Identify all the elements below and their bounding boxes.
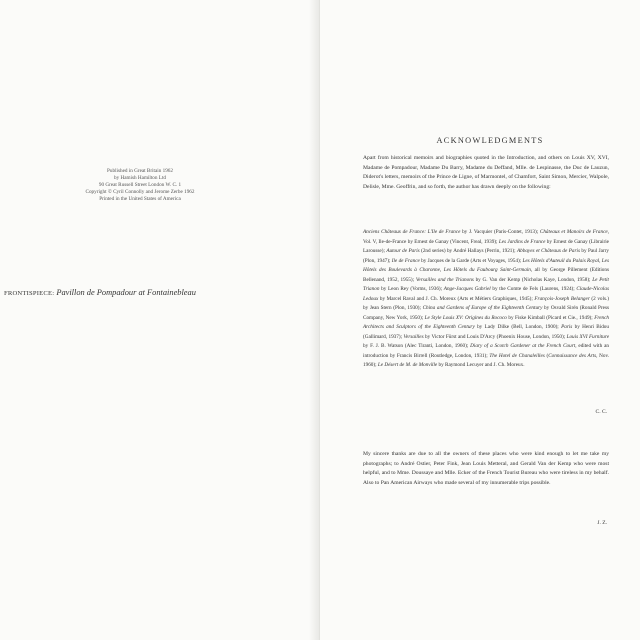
bibliography-title: Châteaux et Manoirs de France (539, 229, 608, 235)
bibliography-title: Diary of a Scotch Gardener at the French Court (470, 343, 576, 349)
bibliography-title: Claude-Nicolas Ledoux (363, 286, 609, 302)
intro-paragraph: Apart from historical memoirs and biographies quoted in the Introduction, and others on Louis XV, XVI, Madame de Pompadour, Madame Du Barry, Madame du Deffand, Mlle. de Lespinasse, the Duc de Lauzun, Diderot's letters, memoirs of the Prince de Ligne, of Marmontel, of Chamfort, Saint Simon, Mercier, Walpole, Delisle, Mme. Geoffrin, and so forth, the author has drawn deeply on the following: (363, 155, 609, 191)
bibliography-details: (2nd series) by André Hallays (Perrin, 1921); (419, 248, 517, 254)
bibliography-title: French Architects and Sculptors of the Eighteenth Century (363, 314, 609, 330)
bibliography-details: , edited with an introduction by Francis Birrell (Routledge, London, 1931); (363, 343, 609, 359)
bibliography-details: , Vol. V, Ile-de-France by Ernest de Ganay (Vincent, Freal, 1939); (363, 229, 609, 245)
bibliography-details: by Leon Rey (Vorms, 1936); (379, 286, 444, 292)
bibliography-details: by J. Vacquier (Paris-Contet, 1913); (460, 229, 540, 235)
bibliography-details: by Marcel Raval and J. Ch. Moreux (Arts et Métiers Graphiques, 1945); (378, 295, 535, 302)
bibliography-title: Le Petit Trianon (363, 276, 610, 292)
bibliography-title: Les Jardins de France (498, 238, 546, 245)
bibliography-details: by Lady Dilke (Bell, London, 1900); (474, 324, 562, 330)
bibliography-details: (2 vols.) by Jean Stern (Plon, 1930); (363, 295, 609, 311)
bibliography-details: by Victor Fürst and Louis D'Arcy (Phoenix House, London, 1950); (423, 333, 567, 340)
bibliography-details: , Nov. 1960); (363, 352, 609, 368)
bibliography-title: Versailles (403, 333, 424, 340)
bibliography-title: Louis XVI Furniture (566, 333, 609, 340)
bibliography-details: by Fiske Kimball (Picard et Cie., 1949); (506, 314, 595, 321)
bibliography-title: Le Style Louis XV: Origines du Rococo (424, 314, 507, 321)
colophon-line: by Hamish Hamilton Ltd (113, 175, 166, 181)
signature-initials: J. Z. (597, 520, 607, 526)
bibliography-details: by G. Van der Kemp (Nicholas Kaye, London, 1958); (473, 276, 593, 283)
bibliography-details: by Osvald Sirén (Ronald Press Company, New York, 1950); (363, 305, 609, 321)
bibliography-title: Autour de Paris (386, 248, 420, 254)
bibliography-details: by Raymond Lecuyer and J. Ch. Moreux. (437, 362, 525, 368)
colophon (40, 168, 240, 203)
bibliography-title: Anciens Châteaux de France: L'Ile de France (363, 229, 461, 235)
bibliography-details: by F. J. B. Watson (Alec Tiranti, London, 1960); (363, 343, 471, 349)
bibliography-details: ( (544, 352, 549, 359)
colophon-line: 90 Great Russell Street London W. C. 1 (98, 182, 182, 188)
bibliography-details: by the Comte de Fels (Laurens, 1924); (490, 286, 577, 292)
bibliography-title: François-Joseph Belanger (534, 295, 590, 302)
frontispiece-caption (4, 288, 304, 297)
bibliography-details: , all by George Pillement (Editions Bellenand, 1952, 1955); (363, 267, 610, 283)
bibliography-title: The Hotel de Chanaleilles (489, 352, 545, 359)
bibliography-title: Abbayes et Châteaux de Paris (516, 248, 580, 254)
bibliography-title: Paris (561, 324, 573, 330)
bibliography-title: China and Gardens of Europe of the Eighteenth Century (422, 305, 543, 311)
bibliography-paragraph (363, 228, 609, 371)
frontispiece-label: FRONTISPIECE: (4, 290, 55, 297)
bibliography-details: by Paul Jarry (Plon, 1947); (363, 248, 609, 264)
bibliography-title: Le Désert de M. de Monville (377, 362, 438, 368)
signature-initials: C. C. (595, 409, 607, 415)
thanks-paragraph: My sincere thanks are due to all the owners of these places who were kind enough to let me take my photographs; to André Ostier, Peter Fink, Jean Louis Metteral, and Gerald Van der Kemp who were most helpful, and to Mme. Doussaye and Mlle. Ecker of the French Tourist Bureau who were tireless in my behalf. Also to Pan American Airways who made several of my innumerable trips possible. (363, 451, 609, 487)
bibliography-title: Connaissance des Arts (548, 352, 597, 359)
frontispiece-title: Pavillon de Pompadour at Fontainebleau (56, 288, 196, 297)
bibliography-title: Versailles and the Trianons (415, 276, 474, 283)
bibliography-details: by Jacques de la Garde (Arts et Voyages, 1954); (419, 257, 523, 264)
bibliography-details: by Ernest de Ganay (Librairie Larousse); (363, 238, 609, 254)
bibliography-title: Ange-Jacques Gabriel (443, 286, 491, 292)
page-title: ACKNOWLEDGMENTS (436, 136, 544, 145)
colophon-line: Published in Great Britain 1962 (107, 168, 173, 174)
bibliography-title: Ile de France (391, 257, 420, 264)
colophon-line: Printed in the United States of America (99, 196, 181, 202)
copyright-line: Copyright © Cyril Connolly and Jerome Zerbe 1962 (85, 189, 195, 195)
bibliography-details: by Henri Bidou (Gallimard, 1937); (363, 324, 609, 340)
bibliography-title: Les Hôtels d'Auteuil du Palais Royal, Les Hôtels des Boulevards à Charonne, Les Hôtels du Faubourg Saint-Germain (363, 257, 609, 273)
